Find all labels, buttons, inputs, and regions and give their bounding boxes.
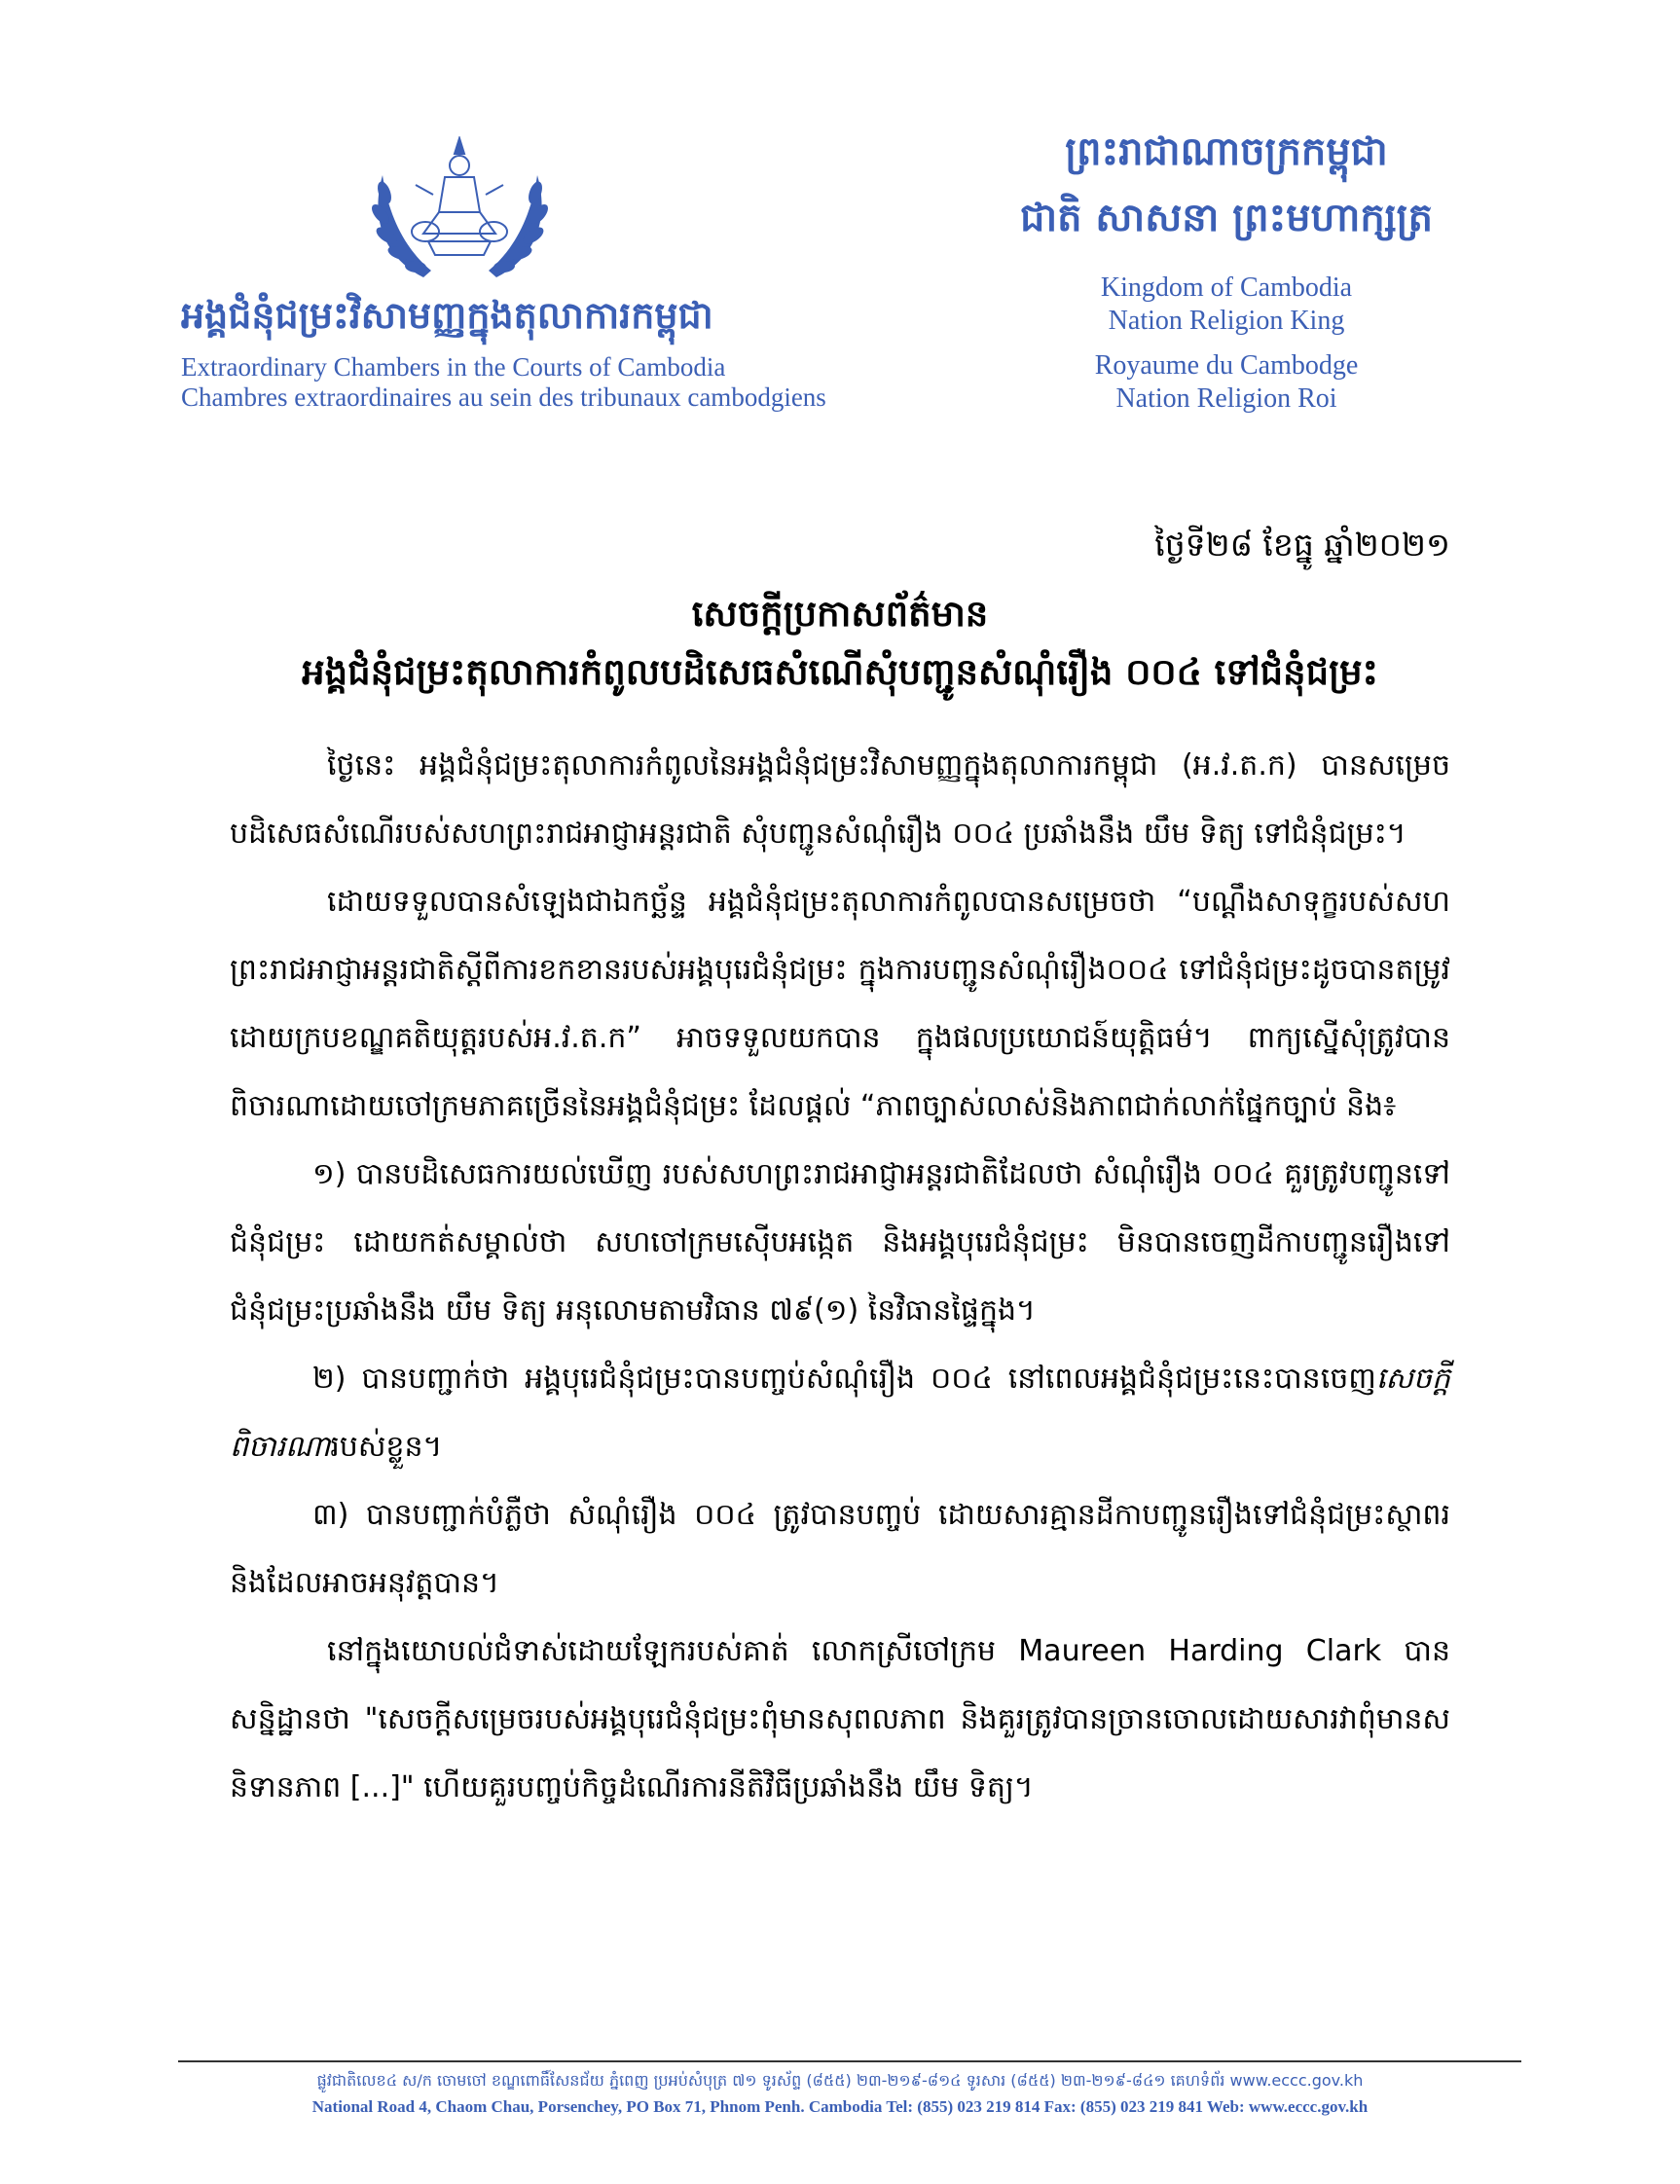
kingdom-khmer: ព្រះរាជាណាចក្រកម្ពុជា (1065, 129, 1388, 174)
list-item-2-text: ២) បានបញ្ជាក់ថា អង្គបុរេជំនុំជម្រះបានបញ្ចប់សំណុំរឿង ០០៤ នៅពេលអង្គជំនុំជម្រះនេះបានចេញ (312, 1362, 1376, 1396)
list-item-2-emphasis: សេចក្តីពិចារណា (230, 1362, 1450, 1464)
footer-divider (178, 2060, 1521, 2062)
list-item-3: ៣) បានបញ្ជាក់បំភ្លឺថា សំណុំរឿង ០០៤ ត្រូវបានបញ្ចប់ ដោយសារគ្មានដីកាបញ្ជូនរឿងទៅជំនុំជម្រះស្ថាពរ និងដែលអាចអនុវត្តបាន។ (230, 1498, 1450, 1600)
list-item-2-tail: របស់ខ្លួន។ (330, 1430, 443, 1464)
kingdom-english: Kingdom of Cambodia (1100, 273, 1353, 303)
footer-address-english: National Road 4, Chaom Chau, Porsenchey, PO Box 71, Phnom Penh. Cambodia Tel: (855) 023 219 814 Fax: (855) 023 219 841 Web: www.eccc.gov.kh (311, 2097, 1369, 2116)
motto-khmer: ជាតិ សាសនា ព្រះមហាក្សត្រ (1020, 196, 1433, 240)
paragraph-decision: ដោយទទួលបានសំឡេងជាឯកច្ឆ័ន្ទ អង្គជំនុំជម្រះតុលាការកំពូលបានសម្រេចថា “បណ្តឹងសាទុក្ខរបស់សហព្រះរាជអាជ្ញាអន្តរជាតិស្តីពីការខកខានរបស់អង្គបុរេជំនុំជម្រះ ក្នុងការបញ្ជូនសំណុំរឿង០០៤ ទៅជំនុំជម្រះដូចបានតម្រូវដោយក្របខណ្ឌគតិយុត្តរបស់អ.វ.ត.ក” អាចទទួលយកបាន ក្នុងផលប្រយោជន៍យុត្តិធម៌។ ពាក្យស្នើសុំត្រូវបានពិចារណាដោយចៅក្រមភាគច្រើននៃអង្គជំនុំជម្រះ ដែលផ្តល់ “ភាពច្បាស់លាស់និងភាពជាក់លាក់ផ្នែកច្បាប់ និង៖ (230, 885, 1450, 1123)
document-subtitle: អង្គជំនុំជម្រះតុលាការកំពូលបដិសេធសំណើសុំបញ្ជូនសំណុំរឿង ០០៤ ទៅជំនុំជម្រះ (302, 651, 1378, 693)
motto-english: Nation Religion King (1108, 306, 1345, 336)
document-title: សេចក្តីប្រកាសព័ត៌មាន (691, 593, 989, 635)
eccc-emblem-logo (355, 136, 565, 287)
list-item-1: ១) បានបដិសេធការយល់ឃើញ របស់សហព្រះរាជអាជ្ញាអន្តរជាតិដែលថា សំណុំរឿង ០០៤ គួរត្រូវបញ្ជូនទៅជំនុំជម្រះ ដោយកត់សម្គាល់ថា សហចៅក្រមស៊ើបអង្កេត និងអង្គបុរេជំនុំជម្រះ មិនបានចេញដីកាបញ្ជូនរឿងទៅជំនុំជម្រះប្រឆាំងនឹង យឹម ទិត្យ អនុលោមតាមវិធាន ៧៩(១) នៃវិធានផ្ទៃក្នុង។ (230, 1157, 1450, 1328)
org-name-english: Extraordinary Chambers in the Courts of Cambodia (181, 352, 726, 382)
footer-address-khmer: ផ្លូវជាតិលេខ៤ ស/ក ចោមចៅ ខណ្ឌពោធិ៍សែនជ័យ ភ្នំពេញ ប្រអប់សំបុត្រ ៧១ ទូរស័ព្ទ (៨៥៥) ២៣-២១៩-៨១៤ ទូរសារ (៨៥៥) ២៣-២១៩-៨៤១ គេហទំព័រ www.eccc.gov.kh (316, 2071, 1364, 2090)
kingdom-french: Royaume du Cambodge (1094, 350, 1359, 381)
paragraph-intro: ថ្ងៃនេះ អង្គជំនុំជម្រះតុលាការកំពូលនៃអង្គជំនុំជម្រះវិសាមញ្ញក្នុងតុលាការកម្ពុជា (អ.វ.ត.ក) បានសម្រេចបដិសេធសំណើរបស់សហព្រះរាជអាជ្ញាអន្តរជាតិ សុំបញ្ជូនសំណុំរឿង ០០៤ ប្រឆាំងនឹង យឹម ទិត្យ ទៅជំនុំជម្រះ។ (230, 748, 1450, 851)
list-item-2 (230, 1345, 1450, 1481)
motto-french: Nation Religion Roi (1115, 383, 1337, 414)
document-date: ថ្ងៃទី២៨ ខែធ្នូ ឆ្នាំ២០២១ (1154, 526, 1450, 564)
document-body (230, 732, 1450, 1822)
org-name-khmer: អង្គជំនុំជម្រះវិសាមញ្ញក្នុងតុលាការកម្ពុជា (181, 294, 713, 337)
paragraph-dissent: នៅក្នុងយោបល់ជំទាស់ដោយឡែករបស់គាត់ លោកស្រីចៅក្រម Maureen Harding Clark បានសន្និដ្ឋានថា "សេចក្តីសម្រេចរបស់អង្គបុរេជំនុំជម្រះពុំមានសុពលភាព និងគួរត្រូវបានច្រានចោលដោយសារវាពុំមានសនិទានភាព [...]" ហើយគួរបញ្ចប់កិច្ចដំណើរការនីតិវិធីប្រឆាំងនឹង យឹម ទិត្យ។ (230, 1634, 1450, 1804)
org-name-french: Chambres extraordinaires au sein des tribunaux cambodgiens (181, 382, 826, 412)
